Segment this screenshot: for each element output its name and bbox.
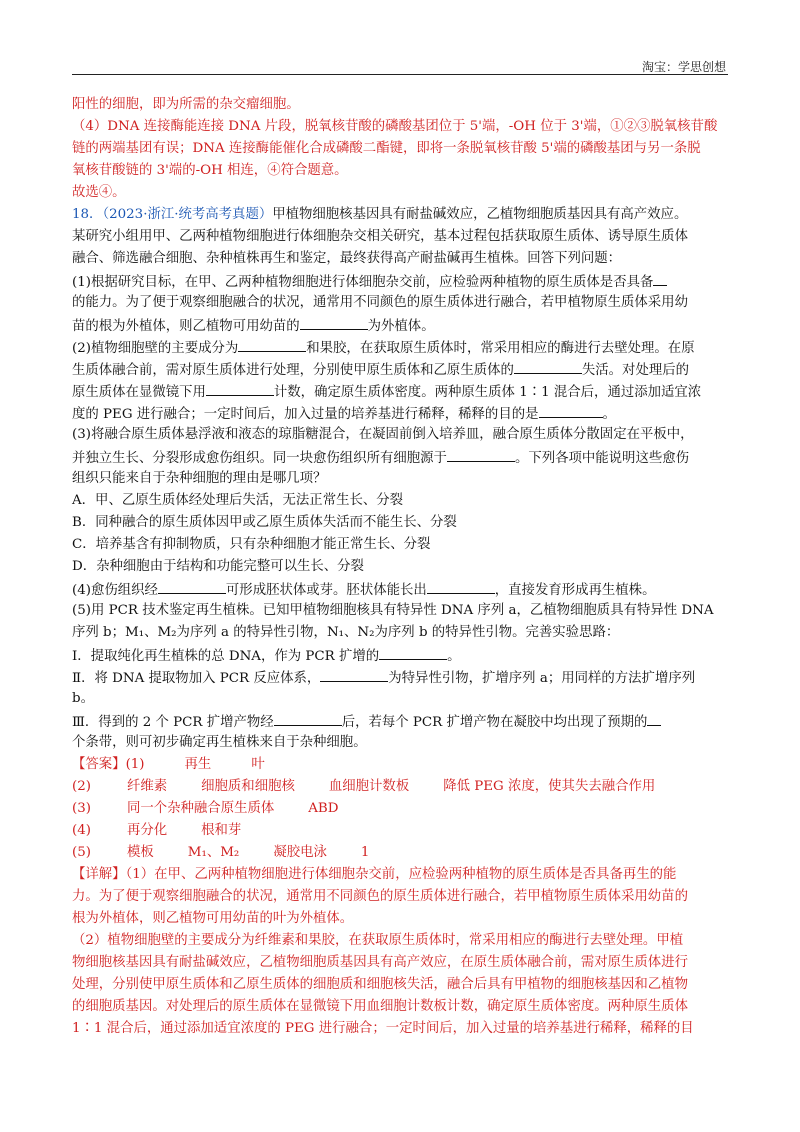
- answer-row-number: (3): [72, 801, 91, 816]
- q4-text: (4)愈伤组织经: [72, 583, 158, 598]
- answer-row-number: (4): [72, 823, 91, 838]
- option-d: D．杂种细胞由于结构和功能完整可以生长、分裂: [72, 559, 364, 574]
- q1-text: (1)根据研究目标，在甲、乙两种植物细胞进行体细胞杂交前，应检验两种植物的原生质体是否具备: [72, 275, 654, 290]
- answer-blank[interactable]: [238, 337, 306, 352]
- option-c: C．培养基含有抑制物质，只有杂种细胞才能正常生长、分裂: [72, 537, 431, 552]
- answer-item: 降低 PEG 浓度，使其失去融合作用: [443, 779, 656, 794]
- answer-blank[interactable]: [274, 711, 342, 726]
- answer-row-number: (5): [72, 845, 91, 860]
- q5-text: Ⅰ．提取纯化再生植株的总 DNA，作为 PCR 扩增的: [72, 649, 380, 664]
- answer-blank[interactable]: [158, 579, 226, 594]
- answer-blank[interactable]: [539, 403, 603, 418]
- q2-text: 度的 PEG 进行融合；一定时间后，加入过量的培养基进行稀释，稀释的目的是: [72, 407, 539, 422]
- q3-text: 并独立生长、分裂形成愈伤组织。同一块愈伤组织所有细胞源于: [72, 451, 447, 466]
- option-a: A．甲、乙原生质体经处理后失活，无法正常生长、分裂: [72, 493, 404, 508]
- prev-answer-line: 阳性的细胞，即为所需的杂交瘤细胞。: [72, 97, 300, 112]
- answer-blank[interactable]: [427, 579, 495, 594]
- q1-line: [72, 271, 730, 293]
- header-brand: 淘宝：学思创想: [641, 60, 726, 74]
- explain-line: 1∶1 混合后，通过添加适宜浓度的 PEG 进行融合；一定时间后，加入过量的培养基进行稀释，稀释的目: [72, 1021, 694, 1036]
- q5-text: Ⅲ．得到的 2 个 PCR 扩增产物经: [72, 715, 274, 730]
- q5-step-3: [72, 711, 730, 733]
- q2-line: [72, 337, 730, 359]
- answer-blank[interactable]: [514, 359, 582, 374]
- answer-item: 同一个杂种融合原生质体: [126, 801, 275, 816]
- answer-row-number: (1): [125, 757, 145, 772]
- answer-item: 模板: [126, 845, 154, 860]
- explain-line: （2）植物细胞壁的主要成分为纤维素和果胶，在获取原生质体时，常采用相应的酶进行去壁处理。甲植: [72, 933, 684, 948]
- prev-answer-line: （4）DNA 连接酶能连接 DNA 片段，脱氧核苷酸的磷酸基团位于 5'端，-OH 位于 3'端，①②③脱氧核苷酸: [72, 119, 718, 134]
- answer-item: 叶: [251, 757, 265, 772]
- q3-line: (3)将融合原生质体悬浮液和液态的琼脂糖混合，在凝固前倒入培养皿，融合原生质体分散固定在平板中，: [72, 427, 694, 442]
- answer-row-number: (2): [72, 779, 91, 794]
- q5-line: 序列 b；M₁、M₂为序列 a 的特异性引物，N₁、N₂为序列 b 的特异性引物。完善实验思路：: [72, 625, 620, 640]
- q2-text: 计数，确定原生质体密度。两种原生质体 1∶1 混合后，通过添加适宜浓: [273, 385, 702, 400]
- explain-line: 根为外植体，则乙植物可用幼苗的叶为外植体。: [72, 911, 354, 926]
- answer-item: 再生: [184, 757, 212, 772]
- q5-text: 为特异性引物，扩增序列 a；用同样的方法扩增序列: [388, 671, 696, 686]
- answer-item: M₁、M₂: [187, 845, 240, 860]
- explain-line: 的细胞质基因。对处理后的原生质体在显微镜下用血细胞计数板计数，确定原生质体密度。两种原生质体: [72, 999, 688, 1014]
- q5-text: 。: [447, 649, 461, 664]
- question-stem-line: 某研究小组用甲、乙两种植物细胞进行体细胞杂交相关研究，基本过程包括获取原生质体、诱导原生质体: [72, 229, 688, 244]
- answer-row: [72, 799, 730, 819]
- prev-answer-line: 故选④。: [72, 185, 126, 200]
- q5-step-2-cont: b。: [72, 691, 94, 706]
- answer-item: 再分化: [126, 823, 168, 838]
- q3-text: 。下列各项中能说明这些愈伤: [514, 451, 690, 466]
- question-source: （2023·浙江·统考高考真题）: [102, 207, 273, 222]
- q5-step-2: [72, 667, 730, 689]
- answer-blank[interactable]: [653, 271, 667, 286]
- q1-text: 苗的根为外植体，则乙植物可用幼苗的: [72, 319, 300, 334]
- q2-text: (2)植物细胞壁的主要成分为: [72, 341, 239, 356]
- answer-blank[interactable]: [320, 667, 388, 682]
- q4-line: [72, 579, 730, 601]
- answer-blank[interactable]: [647, 711, 661, 726]
- answer-item: 血细胞计数板: [328, 779, 410, 794]
- explain-line: 处理，分别使甲原生质体和乙原生质体的细胞质和细胞核失活，融合后具有甲植物的细胞核基因和乙植物: [72, 977, 688, 992]
- explain-text: （1）在甲、乙两种植物细胞进行体细胞杂交前，应检验两种植物的原生质体是否具备再生的能: [125, 867, 677, 882]
- q1-text: 为外植体。: [367, 319, 435, 334]
- explain-label: 【详解】: [72, 867, 126, 882]
- q2-text: 生质体融合前，需对原生质体进行处理，分别使甲原生质体和乙原生质体的: [72, 363, 514, 378]
- q2-text: 。: [602, 407, 616, 422]
- q5-step-3-cont: 个条带，则可初步确定再生植株来自于杂种细胞。: [72, 735, 367, 750]
- q5-line: (5)用 PCR 技术鉴定再生植株。已知甲植物细胞核具有特异性 DNA 序列 a，乙植物细胞质具有特异性 DNA: [72, 603, 714, 618]
- q5-text: 后，若每个 PCR 扩增产物在凝胶中均出现了预期的: [341, 715, 648, 730]
- q2-text: 失活。对处理后的: [581, 363, 690, 378]
- explain-line: 物细胞核基因具有耐盐碱效应，乙植物细胞质基因具有高产效应，在原生质体融合前，需对原生质体进行: [72, 955, 688, 970]
- q4-text: 可形成胚状体或芽。胚状体能长出: [225, 583, 427, 598]
- question-number: 18．: [72, 207, 103, 222]
- answer-blank[interactable]: [447, 447, 515, 462]
- prev-answer-line: 链的两端基团有误；DNA 连接酶能催化合成磷酸二酯键，即将一条脱氧核苷酸 5'端的磷酸基团与另一条脱: [72, 141, 701, 156]
- q2-line: [72, 403, 730, 425]
- stem-text: 甲植物细胞核基因具有耐盐碱效应，乙植物细胞质基因具有高产效应。: [272, 207, 688, 222]
- answer-blank[interactable]: [379, 645, 447, 660]
- answer-blank[interactable]: [300, 315, 368, 330]
- q4-text: ，直接发育形成再生植株。: [494, 583, 656, 598]
- answer-item: 凝胶电泳: [273, 845, 327, 860]
- explain-line: [72, 865, 730, 885]
- answer-row: [72, 843, 730, 863]
- answer-item: 根和芽: [201, 823, 242, 838]
- q1-line: 的能力。为了便于观察细胞融合的状况，通常用不同颜色的原生质体进行融合，若甲植物原生质体采用幼: [72, 295, 688, 310]
- explain-line: 力。为了便于观察细胞融合的状况，通常用不同颜色的原生质体进行融合，若甲植物原生质体采用幼苗的: [72, 889, 688, 904]
- answer-item: ABD: [308, 801, 339, 816]
- q5-step-1: [72, 645, 730, 667]
- q1-line: [72, 315, 730, 337]
- q2-text: 和果胶，在获取原生质体时，常采用相应的酶进行去壁处理。在原: [306, 341, 695, 356]
- q5-text: Ⅱ．将 DNA 提取物加入 PCR 反应体系，: [72, 671, 321, 686]
- answer-blank[interactable]: [206, 381, 274, 396]
- q2-text: 原生质体在显微镜下用: [72, 385, 206, 400]
- q2-line: [72, 381, 730, 403]
- q2-line: [72, 359, 730, 381]
- answer-item: 细胞质和细胞核: [201, 779, 295, 794]
- q3-line: [72, 447, 730, 469]
- question-stem-line: [72, 205, 730, 225]
- answer-row: [72, 821, 730, 841]
- answer-label: 【答案】: [72, 757, 126, 772]
- header-divider: [72, 74, 728, 75]
- answer-item: 1: [360, 845, 370, 860]
- answer-item: 纤维素: [126, 779, 168, 794]
- answer-row: [72, 755, 730, 775]
- prev-answer-line: 氧核苷酸链的 3'端的-OH 相连，④符合题意。: [72, 163, 348, 178]
- option-b: B．同种融合的原生质体因甲或乙原生质体失活而不能生长、分裂: [72, 515, 457, 530]
- q3-line: 组织只能来自于杂种细胞的理由是哪几项？: [72, 471, 327, 486]
- answer-row: [72, 777, 730, 797]
- question-stem-line: 融合、筛选融合细胞、杂种植株再生和鉴定，最终获得高产耐盐碱再生植株。回答下列问题：: [72, 251, 622, 266]
